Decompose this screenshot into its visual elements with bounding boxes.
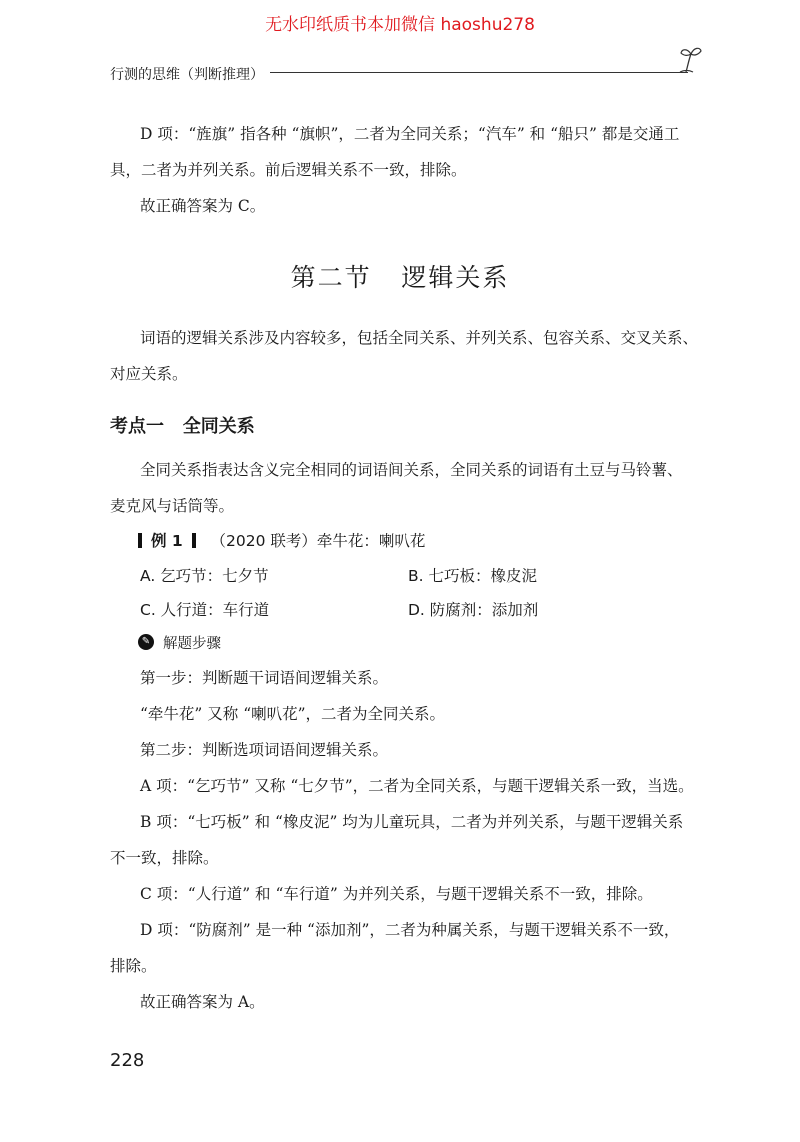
header-rule bbox=[270, 72, 688, 73]
key-point-title: 考点一 全同关系 bbox=[110, 416, 255, 437]
example-bar-right bbox=[192, 533, 196, 548]
solution-step1: 第一步：判断题干词语间逻辑关系。 bbox=[140, 669, 389, 687]
option-c: C. 人行道：车行道 bbox=[140, 601, 270, 619]
solution-answer: 故正确答案为 A。 bbox=[140, 993, 265, 1011]
page-number: 228 bbox=[110, 1050, 145, 1071]
solution-option-a: A 项：“乞巧节” 又称 “七夕节”，二者为全同关系，与题干逻辑关系一致，当选。 bbox=[140, 777, 694, 795]
solution-option-b-line2: 不一致，排除。 bbox=[110, 849, 219, 867]
section-intro-line2: 对应关系。 bbox=[110, 365, 188, 383]
example-question: （2020 联考）牵牛花：喇叭花 bbox=[210, 532, 426, 550]
example-label: 例 1 bbox=[150, 532, 183, 550]
prev-option-d-line2: 具，二者为并列关系。前后逻辑关系不一致，排除。 bbox=[110, 161, 467, 179]
option-d: D. 防腐剂：添加剂 bbox=[408, 601, 539, 619]
example-header bbox=[138, 529, 425, 551]
option-a: A. 乞巧节：七夕节 bbox=[140, 567, 269, 585]
solution-step1-detail: “牵牛花” 又称 “喇叭花”，二者为全同关系。 bbox=[140, 705, 446, 723]
section-intro-line1: 词语的逻辑关系涉及内容较多，包括全同关系、并列关系、包容关系、交叉关系、 bbox=[140, 329, 699, 347]
solution-step2: 第二步：判断选项词语间逻辑关系。 bbox=[140, 741, 389, 759]
sprout-icon bbox=[678, 45, 704, 79]
example-bar-left bbox=[138, 533, 142, 548]
key-point-desc-line1: 全同关系指表达含义完全相同的词语间关系，全同关系的词语有土豆与马铃薯、 bbox=[140, 461, 683, 479]
section-title: 第二节 逻辑关系 bbox=[290, 263, 510, 292]
prev-option-d-line1: D 项：“旌旗” 指各种 “旗帜”，二者为全同关系；“汽车” 和 “船只” 都是交通工 bbox=[140, 125, 680, 143]
running-header-title: 行测的思维（判断推理） bbox=[110, 67, 264, 83]
solution-option-d-line2: 排除。 bbox=[110, 957, 157, 975]
solution-option-d-line1: D 项：“防腐剂” 是一种 “添加剂”，二者为种属关系，与题干逻辑关系不一致， bbox=[140, 921, 680, 939]
solution-steps-icon: ✎ bbox=[138, 634, 154, 650]
watermark-text: 无水印纸质书本加微信 haoshu278 bbox=[265, 15, 535, 35]
solution-option-c: C 项：“人行道” 和 “车行道” 为并列关系，与题干逻辑关系不一致，排除。 bbox=[140, 885, 653, 903]
solution-heading: 解题步骤 bbox=[163, 636, 221, 652]
key-point-desc-line2: 麦克风与话筒等。 bbox=[110, 497, 235, 515]
solution-option-b-line1: B 项：“七巧板” 和 “橡皮泥” 均为儿童玩具，二者为并列关系，与题干逻辑关系 bbox=[140, 813, 684, 831]
prev-answer: 故正确答案为 C。 bbox=[140, 197, 266, 215]
option-b: B. 七巧板：橡皮泥 bbox=[408, 567, 537, 585]
